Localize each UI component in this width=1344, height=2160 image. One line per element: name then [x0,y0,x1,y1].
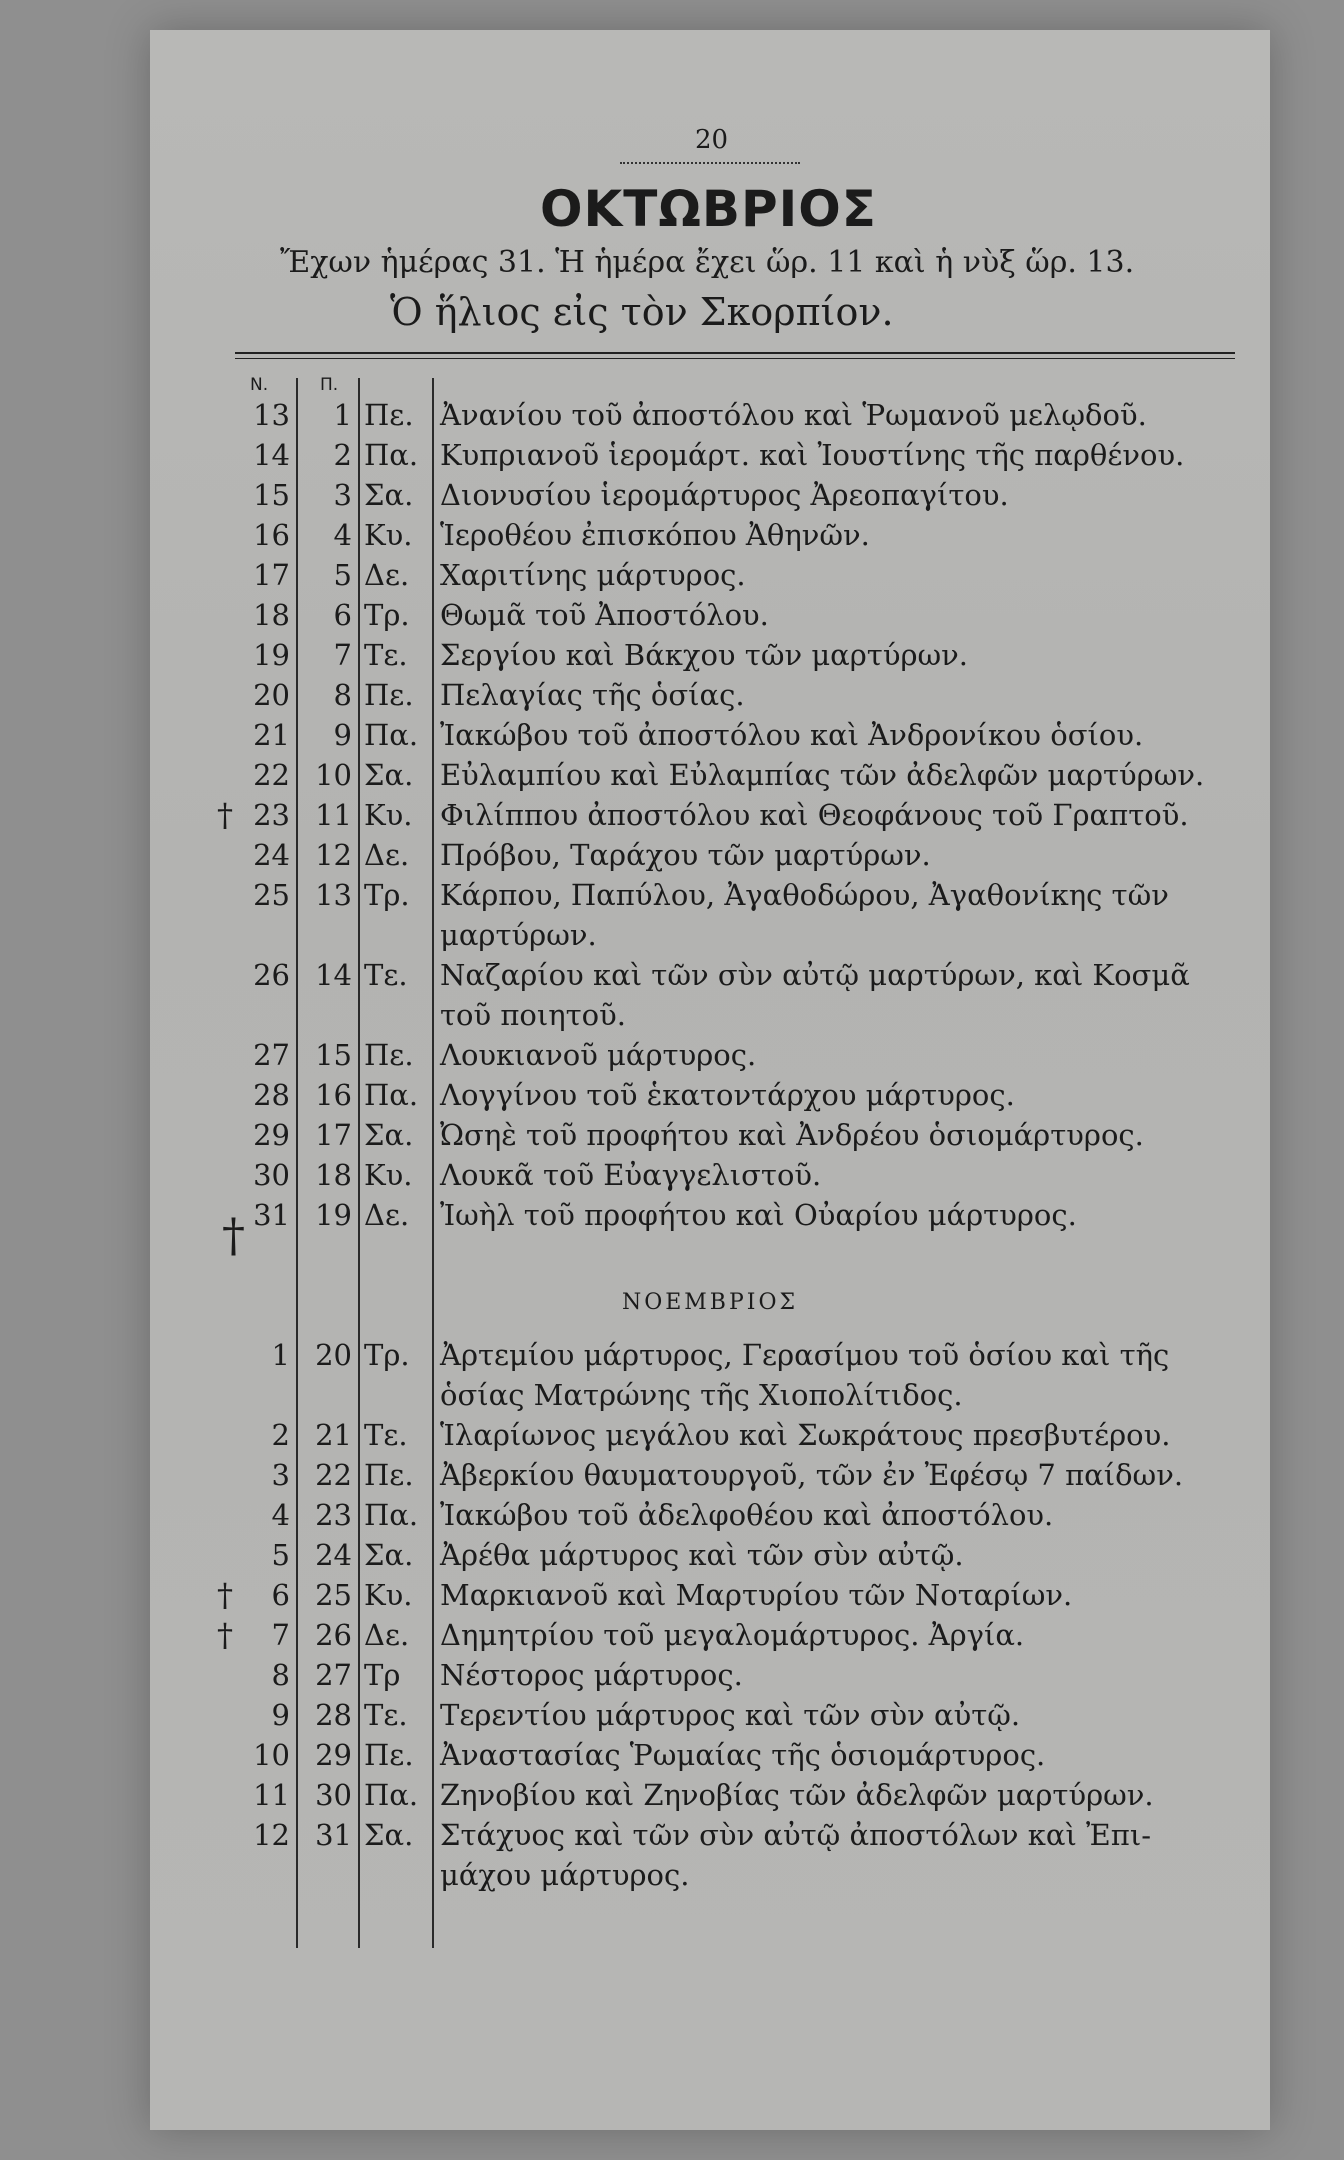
old-style-date: 21 [315,1418,352,1452]
calendar-entry [150,675,1270,715]
weekday: Δε. [364,1198,410,1232]
new-style-date: 20 [253,678,290,712]
feast-text: Χαριτίνης μάρτυρος. [440,558,746,592]
calendar-entry [150,1115,1270,1155]
feast-text: Λουκᾶ τοῦ Εὐαγγελιστοῦ. [440,1158,822,1192]
feast-text: Κάρπου, Παπύλου, Ἀγαθοδώρου, Ἀγαθονίκης τῶν [440,878,1169,912]
zodiac-line: Ὁ ἥλιος εἰς τὸν Σκορπίον. [390,290,894,334]
old-style-date: 25 [315,1578,352,1612]
weekday: Κυ. [364,1578,413,1612]
new-style-date: 17 [253,558,290,592]
feast-text: Ἰακώβου τοῦ ἀδελφοθέου καὶ ἀποστόλου. [440,1498,1054,1532]
calendar-entry [150,595,1270,635]
old-style-date: 2 [333,438,352,472]
days-info-line: Ἔχων ἡμέρας 31. Ἡ ἡμέρα ἔχει ὥρ. 11 καὶ ἡ νὺξ ὥρ. 13. [280,245,1135,280]
old-style-date: 7 [333,638,352,672]
new-style-date: 9 [271,1698,290,1732]
feast-text: Ἰακώβου τοῦ ἀποστόλου καὶ Ἀνδρονίκου ὁσίου. [440,718,1144,752]
feast-text: Κυπριανοῦ ἱερομάρτ. καὶ Ἰουστίνης τῆς παρθένου. [440,438,1185,472]
weekday: Τρ [364,1658,401,1692]
month-title: ΟΚΤΩΒΡΙΟΣ [540,180,877,238]
feast-text: Διονυσίου ἱερομάρτυρος Ἀρεοπαγίτου. [440,478,1009,512]
old-style-date: 17 [315,1118,352,1152]
feast-text: Εὐλαμπίου καὶ Εὐλαμπίας τῶν ἀδελφῶν μαρτύρων. [440,758,1205,792]
new-style-date: 1 [271,1338,290,1372]
old-style-date: 28 [315,1698,352,1732]
old-style-date: 5 [333,558,352,592]
feast-text: Νέστορος μάρτυρος. [440,1658,743,1692]
header-rule [235,352,1235,354]
old-style-date: 10 [315,758,352,792]
feast-text: Μαρκιανοῦ καὶ Μαρτυρίου τῶν Νοταρίων. [440,1578,1073,1612]
calendar-entry [150,1615,1270,1655]
feast-text: Ἰωὴλ τοῦ προφήτου καὶ Οὐαρίου μάρτυρος. [440,1198,1077,1232]
feast-text: Πελαγίας τῆς ὁσίας. [440,678,745,712]
weekday: Τρ. [364,598,410,632]
weekday: Πα. [364,1078,419,1112]
column-header-old-style: Π. [320,375,339,395]
page-number: 20 [695,125,729,155]
new-style-date: 7 [271,1618,290,1652]
calendar-entry [150,835,1270,875]
cross-mark: † [217,796,233,834]
weekday: Τε. [364,958,408,992]
new-style-date: 26 [253,958,290,992]
feast-text-continuation: μάχου μάρτυρος. [440,1858,690,1892]
old-style-date: 30 [315,1778,352,1812]
old-style-date: 29 [315,1738,352,1772]
weekday: Τρ. [364,1338,410,1372]
new-style-date: 19 [253,638,290,672]
new-style-date: 29 [253,1118,290,1152]
old-style-date: 4 [333,518,352,552]
feast-text: Σεργίου καὶ Βάκχου τῶν μαρτύρων. [440,638,969,672]
old-style-date: 3 [333,478,352,512]
new-style-date: 23 [253,798,290,832]
weekday: Πα. [364,438,419,472]
weekday: Δε. [364,1618,410,1652]
calendar-entry [150,1695,1270,1735]
calendar-entry [150,515,1270,555]
calendar-entry [150,635,1270,675]
feast-text: Λουκιανοῦ μάρτυρος. [440,1038,757,1072]
weekday: Τε. [364,1698,408,1732]
feast-text: Ἀβερκίου θαυματουργοῦ, τῶν ἐν Ἐφέσῳ 7 παίδων. [440,1458,1184,1492]
weekday: Πε. [364,1458,414,1492]
old-style-date: 26 [315,1618,352,1652]
old-style-date: 16 [315,1078,352,1112]
old-style-date: 19 [315,1198,352,1232]
old-style-date: 1 [333,398,352,432]
new-style-date: 27 [253,1038,290,1072]
new-style-date: 3 [271,1458,290,1492]
new-style-date: 8 [271,1658,290,1692]
new-style-date: 14 [253,438,290,472]
feast-text-continuation: τοῦ ποιητοῦ. [440,998,626,1032]
weekday: Τε. [364,1418,408,1452]
feast-text: Φιλίππου ἀποστόλου καὶ Θεοφάνους τοῦ Γραπτοῦ. [440,798,1189,832]
weekday: Σα. [364,1118,414,1152]
calendar-entry [150,755,1270,795]
new-style-date: 11 [253,1778,290,1812]
old-style-date: 11 [315,798,352,832]
feast-text: Θωμᾶ τοῦ Ἀποστόλου. [440,598,769,632]
weekday: Πα. [364,718,419,752]
weekday: Σα. [364,758,414,792]
calendar-entry [150,395,1270,435]
calendar-entry [150,555,1270,595]
feast-text: Δημητρίου τοῦ μεγαλομάρτυρος. Ἀργία. [440,1618,1025,1652]
calendar-entry [150,1655,1270,1695]
old-style-date: 18 [315,1158,352,1192]
calendar-entry [150,1035,1270,1075]
feast-text: Ἀνανίου τοῦ ἀποστόλου καὶ Ῥωμανοῦ μελῳδοῦ. [440,398,1147,432]
column-header-new-style: Ν. [250,375,269,395]
weekday: Τρ. [364,878,410,912]
old-style-date: 12 [315,838,352,872]
feast-text: Ἀρτεμίου μάρτυρος, Γερασίμου τοῦ ὁσίου καὶ τῆς [440,1338,1170,1372]
calendar-entry [150,795,1270,835]
weekday: Κυ. [364,1158,413,1192]
calendar-entry [150,955,1270,995]
calendar-entry [150,1155,1270,1195]
calendar-entry [150,1075,1270,1115]
new-style-date: 30 [253,1158,290,1192]
weekday: Σα. [364,478,414,512]
feast-text: Ἱεροθέου ἐπισκόπου Ἀθηνῶν. [440,518,870,552]
old-style-date: 9 [333,718,352,752]
new-style-date: 6 [271,1578,290,1612]
calendar-entry [150,1575,1270,1615]
weekday: Πε. [364,1738,414,1772]
calendar-entry [150,875,1270,915]
feast-text: Ἀρέθα μάρτυρος καὶ τῶν σὺν αὐτῷ. [440,1538,964,1572]
calendar-entry [150,1455,1270,1495]
new-style-date: 22 [253,758,290,792]
header-rule-thin [235,358,1235,359]
calendar-entry [150,1335,1270,1375]
new-style-date: 18 [253,598,290,632]
old-style-date: 20 [315,1338,352,1372]
calendar-entry [150,1495,1270,1535]
feast-text: Πρόβου, Ταράχου τῶν μαρτύρων. [440,838,931,872]
new-style-date: 13 [253,398,290,432]
weekday: Τε. [364,638,408,672]
weekday: Δε. [364,838,410,872]
calendar-entry [150,1735,1270,1775]
feast-text-continuation: μαρτύρων. [440,918,597,952]
calendar-entry [150,435,1270,475]
weekday: Σα. [364,1538,414,1572]
page-number-rule [620,162,800,164]
calendar-entry [150,1535,1270,1575]
new-style-date: 24 [253,838,290,872]
old-style-date: 27 [315,1658,352,1692]
feast-text: Τερεντίου μάρτυρος καὶ τῶν σὺν αὐτῷ. [440,1698,1021,1732]
old-style-date: 31 [315,1818,352,1852]
cross-mark: † [222,1208,245,1262]
new-style-date: 15 [253,478,290,512]
old-style-date: 6 [333,598,352,632]
old-style-date: 22 [315,1458,352,1492]
weekday: Πα. [364,1778,419,1812]
feast-text: Ναζαρίου καὶ τῶν σὺν αὐτῷ μαρτύρων, καὶ Κοσμᾶ [440,958,1190,992]
cross-mark: † [217,1616,233,1654]
new-style-date: 2 [271,1418,290,1452]
old-style-date: 14 [315,958,352,992]
feast-text: Ὠσηὲ τοῦ προφήτου καὶ Ἀνδρέου ὁσιομάρτυρος. [440,1118,1144,1152]
weekday: Κυ. [364,518,413,552]
new-style-date: 31 [253,1198,290,1232]
weekday: Πα. [364,1498,419,1532]
weekday: Πε. [364,398,414,432]
feast-text: Ζηνοβίου καὶ Ζηνοβίας τῶν ἀδελφῶν μαρτύρων. [440,1778,1154,1812]
calendar-entry [150,1775,1270,1815]
calendar-entry [150,475,1270,515]
book-page [150,30,1270,2130]
calendar-entry [150,715,1270,755]
new-style-date: 10 [253,1738,290,1772]
weekday: Δε. [364,558,410,592]
weekday: Πε. [364,1038,414,1072]
feast-text-continuation: ὁσίας Ματρώνης τῆς Χιοπολίτιδος. [440,1378,963,1412]
november-heading: ΝΟΕΜΒΡΙΟΣ [621,1290,799,1315]
calendar-entry [150,1415,1270,1455]
new-style-date: 25 [253,878,290,912]
feast-text: Ἀναστασίας Ῥωμαίας τῆς ὁσιομάρτυρος. [440,1738,1046,1772]
old-style-date: 15 [315,1038,352,1072]
feast-text: Στάχυος καὶ τῶν σὺν αὐτῷ ἀποστόλων καὶ Ἐπι- [440,1818,1152,1852]
old-style-date: 13 [315,878,352,912]
weekday: Σα. [364,1818,414,1852]
calendar-entry [150,1815,1270,1855]
feast-text: Ἱλαρίωνος μεγάλου καὶ Σωκράτους πρεσβυτέρου. [440,1418,1171,1452]
new-style-date: 21 [253,718,290,752]
weekday: Κυ. [364,798,413,832]
calendar-entry [150,1195,1270,1235]
new-style-date: 28 [253,1078,290,1112]
new-style-date: 16 [253,518,290,552]
old-style-date: 8 [333,678,352,712]
old-style-date: 24 [315,1538,352,1572]
new-style-date: 4 [271,1498,290,1532]
cross-mark: † [217,1576,233,1614]
old-style-date: 23 [315,1498,352,1532]
weekday: Πε. [364,678,414,712]
new-style-date: 12 [253,1818,290,1852]
feast-text: Λογγίνου τοῦ ἑκατοντάρχου μάρτυρος. [440,1078,1015,1112]
new-style-date: 5 [271,1538,290,1572]
